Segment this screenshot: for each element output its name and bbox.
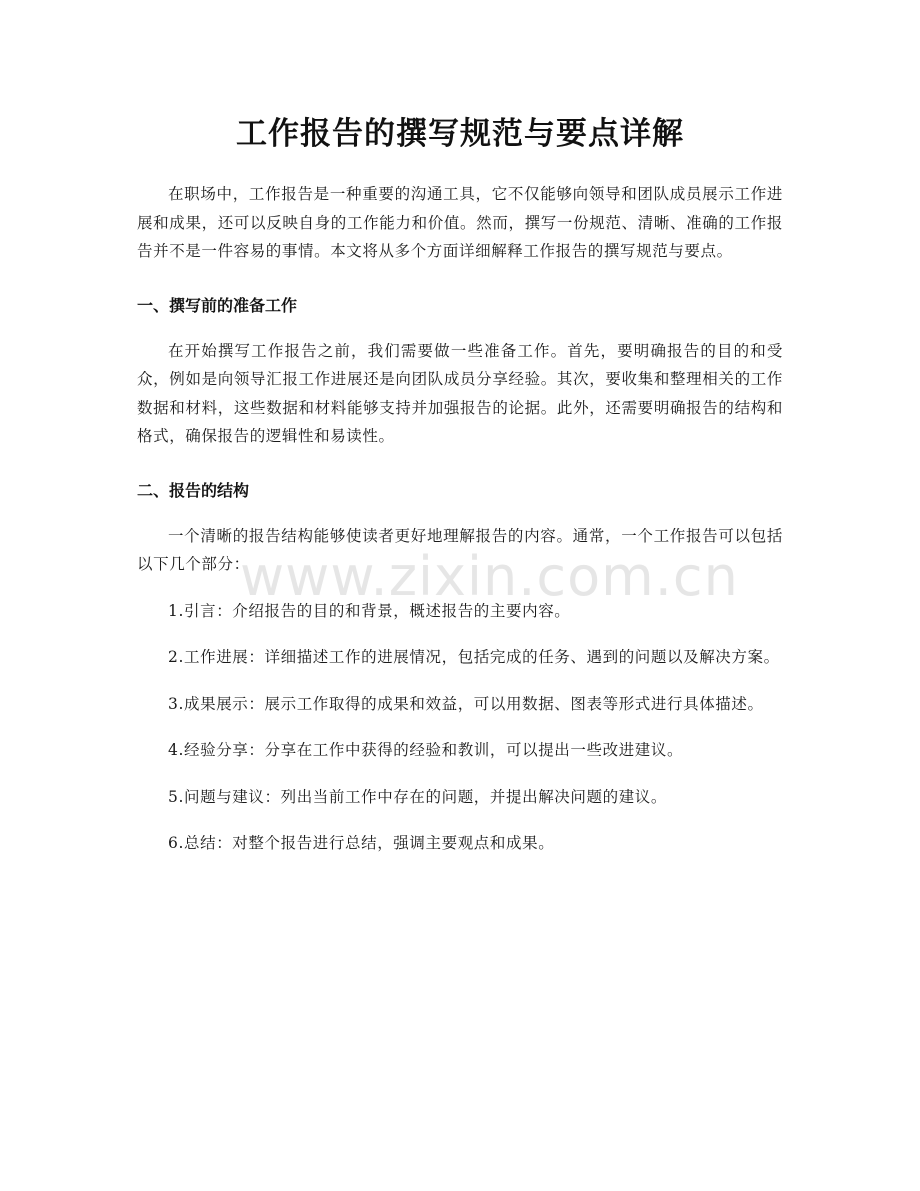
document-title: 工作报告的撰写规范与要点详解	[236, 116, 684, 152]
section-paragraph-preparation: 在开始撰写工作报告之前，我们需要做一些准备工作。首先，要明确报告的目的和受众，例如是向领导汇报工作进展还是向团队成员分享经验。其次，要收集和整理相关的工作数据和材料，这些数据和材料能够支持并加强报告的论据。此外，还需要明确报告的结构和格式，确保报告的逻辑性和易读性。	[137, 341, 783, 445]
section-heading-structure: 二、报告的结构	[137, 480, 250, 500]
section-heading-preparation: 一、撰写前的准备工作	[137, 295, 298, 315]
list-item: 2.工作进展：详细描述工作的进展情况，包括完成的任务、遇到的问题以及解决方案。	[168, 648, 780, 666]
watermark: www.zixin.com.cn	[240, 545, 739, 608]
intro-paragraph: 在职场中，工作报告是一种重要的沟通工具，它不仅能够向领导和团队成员展示工作进展和成果，还可以反映自身的工作能力和价值。然而，撰写一份规范、清晰、准确的工作报告并不是一件容易的事情。本文将从多个方面详细解释工作报告的撰写规范与要点。	[137, 185, 783, 260]
section-paragraph-structure: 一个清晰的报告结构能够使读者更好地理解报告的内容。通常，一个工作报告可以包括以下几个部分：	[137, 526, 783, 573]
list-item: 4.经验分享：分享在工作中获得的经验和教训，可以提出一些改进建议。	[168, 741, 684, 759]
document-body	[137, 180, 783, 858]
list-item: 1.引言：介绍报告的目的和背景，概述报告的主要内容。	[168, 601, 571, 620]
list-item: 5.问题与建议：列出当前工作中存在的问题，并提出解决问题的建议。	[168, 787, 667, 806]
list-item: 6.总结：对整个报告进行总结，强调主要观点和成果。	[168, 834, 555, 852]
list-item: 3.成果展示：展示工作取得的成果和效益，可以用数据、图表等形式进行具体描述。	[168, 694, 764, 713]
